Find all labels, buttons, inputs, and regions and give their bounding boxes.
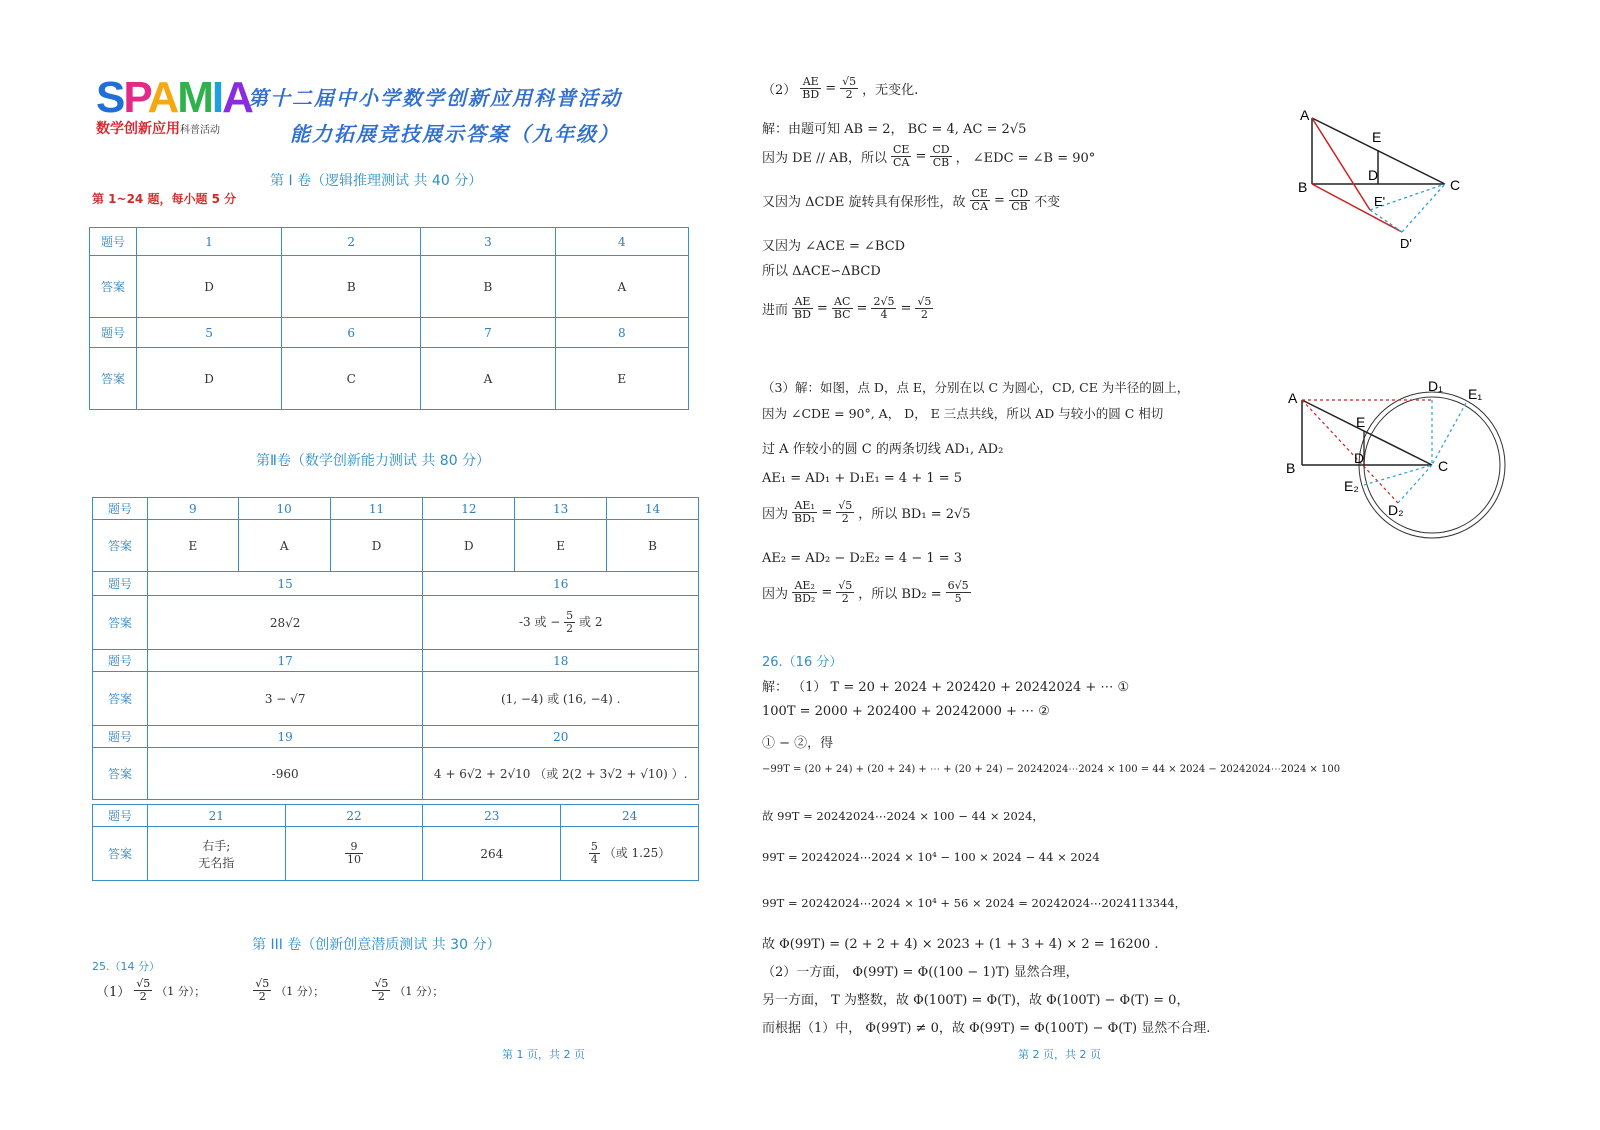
answer-cell: D bbox=[423, 520, 515, 572]
answer-cell bbox=[147, 827, 285, 881]
spamia-logo: SPAMIA 数学创新应用科普活动 bbox=[96, 73, 252, 137]
part2-title: 第Ⅱ卷（数学创新能力测试 共 80 分） bbox=[256, 453, 491, 469]
label-d: D bbox=[1354, 450, 1365, 466]
answer-cell: D bbox=[137, 256, 282, 318]
radius-cd2 bbox=[1398, 465, 1432, 503]
label-a: A bbox=[1300, 107, 1310, 123]
fraction: $\frac{AE}{BD}$ bbox=[802, 75, 820, 101]
fraction: $\frac{√5}{2}$ bbox=[255, 977, 270, 1003]
question-25-label: 25.（14 分） bbox=[92, 960, 160, 973]
fraction: $\frac{\text{AE₁}}{\text{BD₁}}$ bbox=[794, 499, 816, 525]
label-d2: D₂ bbox=[1388, 502, 1404, 518]
page-footer: 第 1 页，共 2 页 bbox=[502, 1048, 585, 1061]
label-d1: D₁ bbox=[1428, 378, 1443, 394]
answer-cell: D bbox=[330, 520, 423, 572]
label-c: C bbox=[1438, 458, 1449, 474]
row-label-answer: 答案 bbox=[93, 596, 148, 650]
fraction: $\frac{AE}{BD}$ bbox=[794, 295, 811, 321]
row-label-question: 题号 bbox=[93, 726, 148, 748]
row-label-question: 题号 bbox=[93, 805, 148, 827]
row-label-question: 题号 bbox=[93, 498, 148, 520]
answer-line: 无名指 bbox=[198, 855, 235, 870]
row-label-question: 题号 bbox=[90, 228, 137, 256]
page-subtitle: 能力拓展竞技展示答案（九年级） bbox=[290, 122, 620, 146]
geometry-figure-2 bbox=[1280, 375, 1520, 550]
question-number: 16 bbox=[423, 572, 699, 596]
question-25-answers bbox=[96, 978, 443, 1003]
label-e2: E₂ bbox=[1344, 478, 1359, 494]
fraction: $\frac{2√5}{4}$ bbox=[873, 295, 895, 321]
fraction: $\frac{CD}{CB}$ bbox=[932, 143, 950, 169]
fraction: $\frac{√5}{2}$ bbox=[838, 579, 853, 605]
solution-line: （2）一方面， Φ(99T) = Φ((100 − 1)T) 显然合理， bbox=[762, 965, 1079, 980]
page-footer: 第 2 页，共 2 页 bbox=[1018, 1048, 1101, 1061]
part1-answer-table bbox=[89, 227, 689, 410]
solution-line: 99T = 20242024⋯2024 × 10⁴ + 56 × 2024 = 20242024⋯2024113344， bbox=[762, 896, 1187, 910]
question-number: 3 bbox=[421, 228, 555, 256]
answer-cell: 3 − √7 bbox=[147, 672, 423, 726]
answer-cell: B bbox=[282, 256, 421, 318]
solution-line: AE₁ = AD₁ + D₁E₁ = 4 + 1 = 5 bbox=[762, 471, 963, 486]
solution-line: 因为 DE // AB，所以 $\frac{CE}{CA}$ = $\frac{CD}{CB}$ ， ∠EDC = ∠B = 90° bbox=[762, 143, 1096, 169]
score-note: （1 分）； bbox=[394, 984, 444, 998]
answer-cell: B bbox=[421, 256, 555, 318]
solution-line: 过 A 作较小的圆 C 的两条切线 AD₁, AD₂ bbox=[762, 442, 1004, 457]
label-d-prime: D' bbox=[1400, 236, 1412, 251]
score-note: （1 分）； bbox=[156, 984, 206, 998]
solution-line: 因为 $\frac{\text{AE₁}}{\text{BD₁}}$ = $\frac{√5}{2}$ ，所以 BD₁ = 2√5 bbox=[762, 499, 971, 525]
fraction: $\frac{CE}{CA}$ bbox=[893, 143, 910, 169]
row-label-question: 题号 bbox=[90, 318, 137, 348]
fraction: $\frac{9}{10}$ bbox=[347, 840, 362, 866]
solution-line: 100T = 2000 + 202400 + 20242000 + ⋯ ② bbox=[762, 704, 1050, 719]
question-number: 17 bbox=[147, 650, 423, 672]
solution-line: 所以 ΔACE∽ΔBCD bbox=[762, 264, 881, 279]
question-number: 14 bbox=[607, 498, 699, 520]
answer-prefix: -3 或 − bbox=[518, 615, 561, 629]
answer-cell: 4 + 6√2 + 2√10 （或 2(2 + 3√2 + √10) ）. bbox=[423, 748, 699, 800]
fraction: $\frac{CD}{CB}$ bbox=[1010, 187, 1029, 213]
solution-line: （3）解：如图，点 D，点 E，分别在以 C 为圆心，CD, CE 为半径的圆上， bbox=[762, 380, 1190, 395]
solution-line: 因为 $\frac{\text{AE₂}}{\text{BD₂}}$ = $\frac{√5}{2}$ ，所以 BD₂ = $\frac{6√5}{5}$ bbox=[762, 579, 969, 605]
question-number: 6 bbox=[282, 318, 421, 348]
question-number: 11 bbox=[330, 498, 423, 520]
radius-ce2 bbox=[1364, 465, 1432, 485]
geometry-figure-1 bbox=[1290, 100, 1480, 260]
fraction: $\frac{√5}{2}$ bbox=[838, 499, 853, 525]
question-number: 8 bbox=[555, 318, 688, 348]
label-e: E bbox=[1356, 414, 1366, 430]
row-label-question: 题号 bbox=[93, 572, 148, 596]
fraction: $\frac{5}{2}$ bbox=[566, 609, 574, 635]
label-d: D bbox=[1368, 167, 1379, 183]
solution-line: 进而 $\frac{AE}{BD}$ = $\frac{AC}{BC}$ = $\frac{2√5}{4}$ = $\frac{√5}{2}$ bbox=[762, 295, 932, 321]
label-a: A bbox=[1288, 390, 1298, 406]
label-e-prime: E' bbox=[1374, 194, 1386, 209]
question-number: 20 bbox=[423, 726, 699, 748]
answer-cell: D bbox=[137, 348, 282, 410]
label-c: C bbox=[1450, 177, 1461, 193]
question-number: 22 bbox=[285, 805, 423, 827]
row-label-answer: 答案 bbox=[93, 748, 148, 800]
question-number: 24 bbox=[561, 805, 699, 827]
question-number: 2 bbox=[282, 228, 421, 256]
score-note: （1 分）； bbox=[275, 984, 325, 998]
page-title: 第十二届中小学数学创新应用科普活动 bbox=[248, 86, 622, 110]
row-label-answer: 答案 bbox=[90, 348, 137, 410]
row-label-answer: 答案 bbox=[93, 672, 148, 726]
answer-cell: 28√2 bbox=[147, 596, 423, 650]
answer-cell: B bbox=[607, 520, 699, 572]
answer-cell: 264 bbox=[423, 827, 561, 881]
answer-cell: A bbox=[238, 520, 330, 572]
question-number: 13 bbox=[515, 498, 607, 520]
fraction: $\frac{√5}{2}$ bbox=[374, 977, 389, 1003]
solution-line: 解：由题可知 AB = 2， BC = 4, AC = 2√5 bbox=[762, 122, 1027, 137]
question-number: 4 bbox=[555, 228, 688, 256]
fraction: $\frac{√5}{2}$ bbox=[842, 75, 857, 101]
answer-cell: A bbox=[421, 348, 555, 410]
question-number: 12 bbox=[423, 498, 515, 520]
solution-line: 解： （1） T = 20 + 2024 + 202420 + 20242024 + ⋯ ① bbox=[762, 680, 1130, 695]
question-number: 23 bbox=[423, 805, 561, 827]
radius-ce1 bbox=[1432, 403, 1466, 465]
segment-ac bbox=[1302, 400, 1432, 465]
label-e: E bbox=[1372, 129, 1382, 145]
solution-line: 另一方面， T 为整数，故 Φ(100T) = Φ(T)，故 Φ(100T) − Φ(T) = 0， bbox=[762, 993, 1190, 1008]
part3-title: 第 III 卷（创新创意潜质测试 共 30 分） bbox=[252, 937, 501, 953]
part2-answer-table-21-24 bbox=[92, 804, 699, 881]
solution-line: 又因为 ΔCDE 旋转具有保形性，故 $\frac{CE}{CA}$ = $\frac{CD}{CB}$ 不变 bbox=[762, 187, 1061, 213]
solution-line: 而根据（1）中， Φ(99T) ≠ 0，故 Φ(99T) = Φ(100T) − Φ(T) 显然不合理. bbox=[762, 1021, 1211, 1036]
solution-line: （2） $\frac{AE}{BD}$ = $\frac{√5}{2}$ ，无变化. bbox=[762, 75, 919, 101]
solution-line: 99T = 20242024⋯2024 × 10⁴ − 100 × 2024 − 44 × 2024 bbox=[762, 850, 1100, 864]
answer-cell bbox=[423, 596, 699, 650]
question-number: 1 bbox=[137, 228, 282, 256]
solution-line: 故 99T = 20242024⋯2024 × 100 − 44 × 2024， bbox=[762, 809, 1044, 823]
label-b: B bbox=[1298, 179, 1308, 195]
answer-suffix: 或 2 bbox=[579, 615, 603, 629]
fraction: $\frac{5}{4}$ bbox=[590, 840, 598, 866]
answer-cell: (1, −4) 或 (16, −4) . bbox=[423, 672, 699, 726]
answer-cell: E bbox=[555, 348, 688, 410]
answer-cell: E bbox=[515, 520, 607, 572]
question-number: 15 bbox=[147, 572, 423, 596]
part2-answer-table bbox=[92, 497, 699, 800]
answer-cell: -960 bbox=[147, 748, 423, 800]
fraction: $\frac{\text{AE₂}}{\text{BD₂}}$ bbox=[794, 579, 816, 605]
segment-bd-prime bbox=[1312, 184, 1402, 232]
answer-cell: E bbox=[147, 520, 238, 572]
question-number: 21 bbox=[147, 805, 285, 827]
logo-subtitle: 数学创新应用 bbox=[96, 121, 180, 137]
answer-cell bbox=[285, 827, 423, 881]
question-number: 10 bbox=[238, 498, 330, 520]
answer-cell: C bbox=[282, 348, 421, 410]
answer-cell bbox=[561, 827, 699, 881]
solution-line: ① − ②，得 bbox=[762, 736, 834, 751]
label-b: B bbox=[1286, 460, 1296, 476]
solution-line: −99T = (20 + 24) + (20 + 24) + ⋯ + (20 + 24) − 20242024⋯2024 × 100 = 44 × 2024 − 20242024⋯2024 × 100 bbox=[762, 764, 1341, 775]
fraction: $\frac{√5}{2}$ bbox=[136, 977, 151, 1003]
solution-line: 又因为 ∠ACE = ∠BCD bbox=[762, 239, 906, 254]
solution-line: 故 Φ(99T) = (2 + 2 + 4) × 2023 + (1 + 3 + 4) × 2 = 16200 . bbox=[762, 937, 1159, 952]
solution-line: AE₂ = AD₂ − D₂E₂ = 4 − 1 = 3 bbox=[762, 551, 963, 566]
fraction: $\frac{√5}{2}$ bbox=[917, 295, 932, 321]
row-label-answer: 答案 bbox=[93, 520, 148, 572]
row-label-answer: 答案 bbox=[93, 827, 148, 881]
question-number: 7 bbox=[421, 318, 555, 348]
fraction: $\frac{AC}{BC}$ bbox=[833, 295, 851, 321]
answer-suffix: （或 1.25） bbox=[603, 846, 671, 860]
question-number: 9 bbox=[147, 498, 238, 520]
part1-title: 第 I 卷（逻辑推理测试 共 40 分） bbox=[270, 173, 483, 189]
answer-line: 右手; bbox=[202, 838, 231, 853]
question-number: 19 bbox=[147, 726, 423, 748]
question-26-label: 26.（16 分） bbox=[762, 655, 843, 670]
question-number: 18 bbox=[423, 650, 699, 672]
part-label: （1） bbox=[96, 985, 131, 1000]
answer-cell: A bbox=[555, 256, 688, 318]
fraction: $\frac{6√5}{5}$ bbox=[947, 579, 969, 605]
logo-subtitle-small: 科普活动 bbox=[180, 125, 220, 136]
part1-note: 第 1~24 题，每小题 5 分 bbox=[92, 192, 237, 206]
label-e1: E₁ bbox=[1468, 386, 1483, 402]
row-label-question: 题号 bbox=[93, 650, 148, 672]
solution-line: 因为 ∠CDE = 90°, A， D， E 三点共线，所以 AD 与较小的圆 C 相切 bbox=[762, 406, 1164, 421]
question-number: 5 bbox=[137, 318, 282, 348]
row-label-answer: 答案 bbox=[90, 256, 137, 318]
fraction: $\frac{CE}{CA}$ bbox=[971, 187, 988, 213]
